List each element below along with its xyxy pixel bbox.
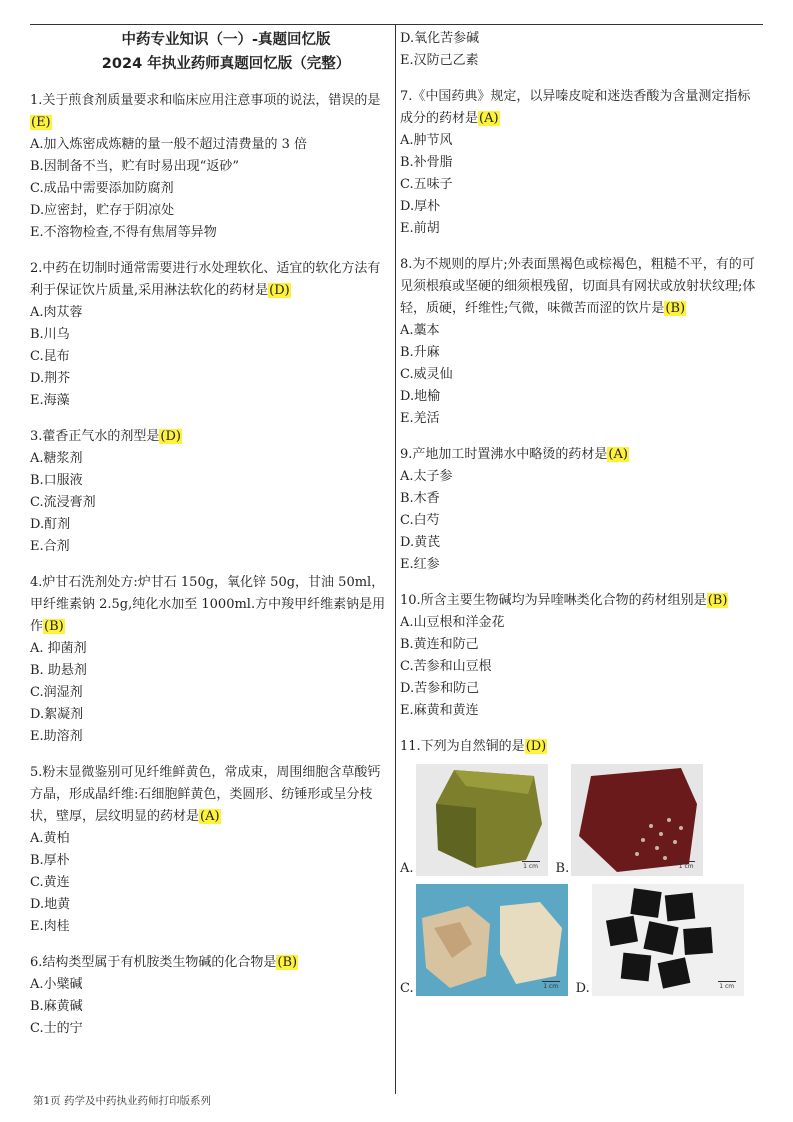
page-title: 中药专业知识（一）-真题回忆版 <box>121 32 331 48</box>
option: C.士的宁 <box>30 1021 83 1036</box>
image-row-1 <box>400 764 762 876</box>
option: D.苦参和防己 <box>400 681 480 696</box>
option: B.木香 <box>400 491 440 506</box>
answer-highlight: (D) <box>525 739 547 754</box>
question-stem: 1.关于煎食剂质量要求和临床应用注意事项的说法，错误的是(E) <box>30 93 381 130</box>
question-4 <box>30 572 392 748</box>
option: E.前胡 <box>400 221 440 236</box>
page-subtitle: 2024 年执业药师真题回忆版（完整） <box>101 56 351 72</box>
image-row-2 <box>400 884 762 996</box>
question-2 <box>30 258 392 412</box>
option: B.川乌 <box>30 327 70 342</box>
right-column <box>400 28 762 1010</box>
option: E.助溶剂 <box>30 729 83 744</box>
option: C.威灵仙 <box>400 367 453 382</box>
option: E.不溶物检查,不得有焦屑等异物 <box>30 225 217 240</box>
option: A.太子参 <box>400 469 453 484</box>
image-option-d: D. 1 cm <box>576 884 744 996</box>
option: E.麻黄和黄连 <box>400 703 479 718</box>
option: B.因制备不当，贮有时易出现“返砂” <box>30 159 239 174</box>
option: A.糖浆剂 <box>30 451 83 466</box>
question-6 <box>30 952 392 1040</box>
answer-highlight: (D) <box>160 429 181 444</box>
option: A.肿节风 <box>400 133 453 148</box>
answer-highlight: (B) <box>277 955 298 970</box>
option: C.昆布 <box>30 349 70 364</box>
option: D.厚朴 <box>400 199 441 214</box>
top-rule <box>30 24 763 25</box>
option: E.汉防己乙素 <box>400 53 479 68</box>
answer-highlight: (E) <box>31 115 51 130</box>
option: D.氧化苦参碱 <box>400 31 480 46</box>
option: D.地黄 <box>30 897 71 912</box>
answer-highlight: (B) <box>707 593 728 608</box>
pale-stones-icon: 1 cm <box>416 884 568 996</box>
option: C.五味子 <box>400 177 453 192</box>
option: A.加入炼密成炼糖的量一般不超过清费量的 3 倍 <box>30 137 308 152</box>
question-6-continued <box>400 28 762 72</box>
option: C.润湿剂 <box>30 685 83 700</box>
question-3 <box>30 426 392 558</box>
left-column <box>30 28 392 1054</box>
option: E.肉桂 <box>30 919 70 934</box>
option: A.黄柏 <box>30 831 70 846</box>
question-11 <box>400 736 762 996</box>
option: E.红参 <box>400 557 440 572</box>
option: D.地榆 <box>400 389 441 404</box>
option: C.白芍 <box>400 513 440 528</box>
answer-highlight: (B) <box>44 619 64 634</box>
option: A.小檗碱 <box>30 977 83 992</box>
question-5 <box>30 762 392 938</box>
option: A.肉苁蓉 <box>30 305 83 320</box>
option: A. 抑菌剂 <box>30 641 87 656</box>
question-stem: 3.藿香正气水的剂型是(D) <box>30 429 181 444</box>
option: B.补骨脂 <box>400 155 453 170</box>
answer-highlight: (A) <box>608 447 628 462</box>
black-cubes-icon: 1 cm <box>592 884 744 996</box>
option: C.苦参和山豆根 <box>400 659 492 674</box>
column-divider <box>395 24 396 1094</box>
question-stem: 6.结构类型属于有机胺类生物碱的化合物是(B) <box>30 955 298 970</box>
question-stem: 10.所含主要生物碱均为异喹啉类化合物的药材组别是(B) <box>400 593 728 608</box>
image-option-c: C. 1 cm <box>400 884 568 996</box>
red-speckled-mineral-icon: 1 cm <box>571 764 703 876</box>
question-10 <box>400 590 762 722</box>
answer-highlight: (A) <box>479 111 499 126</box>
option: C.流浸膏剂 <box>30 495 96 510</box>
option: E.海藻 <box>30 393 70 408</box>
question-stem: 9.产地加工时置沸水中略烫的药材是(A) <box>400 447 628 462</box>
question-stem: 5.粉末显微鉴别可见纤维鲜黄色，常成束，周围细胞含草酸钙方晶，形成晶纤维:石细胞鲜黄色，类圆形、纺锤形或呈分枝状，壁厚，层纹明显的药材是(A) <box>30 765 381 824</box>
option: D.应密封，贮存于阴凉处 <box>30 203 175 218</box>
option: E.羌活 <box>400 411 440 426</box>
question-stem: 4.炉甘石洗剂处方:炉甘石 150g，氧化锌 50g，甘油 50ml，甲纤维素钠 2.5g,纯化水加至 1000ml.方中羧甲纤维素钠是用作(B) <box>30 575 386 634</box>
answer-highlight: (D) <box>269 283 290 298</box>
option: D.絮凝剂 <box>30 707 84 722</box>
question-stem: 7.《中国药典》规定，以异嗪皮啶和迷迭香酸为含量测定指标成分的药材是(A) <box>400 89 751 126</box>
option: C.黄连 <box>30 875 70 890</box>
question-1 <box>30 90 392 244</box>
question-stem: 2.中药在切制时通常需要进行水处理软化、适宜的软化方法有利于保证饮片质量,采用淋法软化的药材是(D) <box>30 261 381 298</box>
answer-highlight: (B) <box>665 301 686 316</box>
greenish-mineral-icon: 1 cm <box>416 764 548 876</box>
option: E.合剂 <box>30 539 70 554</box>
option: A.藁本 <box>400 323 440 338</box>
question-stem: 11.下列为自然铜的是(D) <box>400 739 547 754</box>
option: A.山豆根和洋金花 <box>400 615 505 630</box>
page-footer: 第1页 药学及中药执业药师打印版系列 <box>33 1095 212 1107</box>
question-8 <box>400 254 762 430</box>
option: B.升麻 <box>400 345 440 360</box>
question-9 <box>400 444 762 576</box>
option: D.黄芪 <box>400 535 441 550</box>
option: B.麻黄碱 <box>30 999 83 1014</box>
option: B.厚朴 <box>30 853 70 868</box>
option: D.酊剂 <box>30 517 71 532</box>
option: B.黄连和防己 <box>400 637 479 652</box>
left-question-list <box>30 90 392 1040</box>
image-option-a: A. 1 cm <box>400 764 548 876</box>
option: C.成品中需要添加防腐剂 <box>30 181 174 196</box>
option: B. 助悬剂 <box>30 663 87 678</box>
option: B.口服液 <box>30 473 83 488</box>
answer-highlight: (A) <box>200 809 220 824</box>
right-question-list <box>400 86 762 722</box>
question-7 <box>400 86 762 240</box>
question-stem: 8.为不规则的厚片;外表面黑褐色或棕褐色，粗糙不平，有的可见须根痕或坚硬的细须根残留，切面具有网状或放射状纹理;体轻，质硬，纤维性;气微，味微苦而涩的饮片是(B) <box>400 257 756 316</box>
option: D.荆芥 <box>30 371 71 386</box>
image-option-b: B. 1 cm <box>556 764 704 876</box>
